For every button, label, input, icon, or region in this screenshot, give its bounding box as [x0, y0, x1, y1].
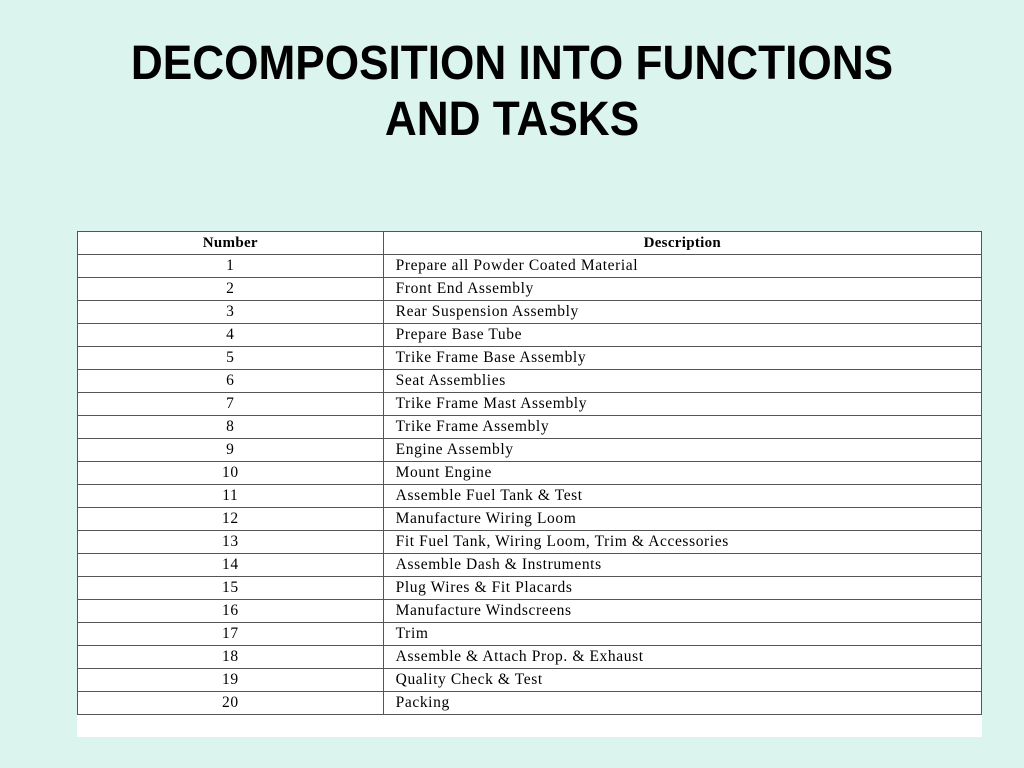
task-description: Manufacture Wiring Loom — [383, 508, 981, 531]
table-row — [78, 623, 982, 646]
task-description: Engine Assembly — [383, 439, 981, 462]
task-description: Plug Wires & Fit Placards — [383, 577, 981, 600]
task-description: Prepare all Powder Coated Material — [383, 255, 981, 278]
task-description: Prepare Base Tube — [383, 324, 981, 347]
table-header-row — [78, 232, 982, 255]
task-table-panel — [77, 231, 982, 737]
table-row — [78, 393, 982, 416]
task-number: 14 — [78, 554, 384, 577]
task-description: Front End Assembly — [383, 278, 981, 301]
table-row — [78, 324, 982, 347]
task-number: 7 — [78, 393, 384, 416]
task-description: Assemble & Attach Prop. & Exhaust — [383, 646, 981, 669]
task-number: 9 — [78, 439, 384, 462]
task-description: Assemble Dash & Instruments — [383, 554, 981, 577]
task-number: 16 — [78, 600, 384, 623]
task-description: Packing — [383, 692, 981, 715]
task-description: Trike Frame Mast Assembly — [383, 393, 981, 416]
task-description: Quality Check & Test — [383, 669, 981, 692]
task-number: 20 — [78, 692, 384, 715]
task-description: Trim — [383, 623, 981, 646]
column-header-number: Number — [78, 232, 384, 255]
task-description: Manufacture Windscreens — [383, 600, 981, 623]
table-row — [78, 439, 982, 462]
task-description: Assemble Fuel Tank & Test — [383, 485, 981, 508]
table-row — [78, 485, 982, 508]
task-description: Mount Engine — [383, 462, 981, 485]
table-row — [78, 692, 982, 715]
task-number: 10 — [78, 462, 384, 485]
task-description: Seat Assemblies — [383, 370, 981, 393]
task-number: 18 — [78, 646, 384, 669]
task-number: 11 — [78, 485, 384, 508]
task-number: 6 — [78, 370, 384, 393]
task-number: 2 — [78, 278, 384, 301]
task-number: 4 — [78, 324, 384, 347]
task-number: 1 — [78, 255, 384, 278]
task-number: 8 — [78, 416, 384, 439]
table-row — [78, 554, 982, 577]
table-row — [78, 462, 982, 485]
table-row — [78, 646, 982, 669]
slide-title-line-2: AND TASKS — [384, 93, 640, 146]
task-description: Trike Frame Base Assembly — [383, 347, 981, 370]
table-row — [78, 347, 982, 370]
task-table-body — [78, 255, 982, 715]
task-table — [77, 231, 982, 715]
column-header-description: Description — [383, 232, 981, 255]
task-description: Trike Frame Assembly — [383, 416, 981, 439]
task-description: Fit Fuel Tank, Wiring Loom, Trim & Accessories — [383, 531, 981, 554]
table-row — [78, 370, 982, 393]
task-number: 3 — [78, 301, 384, 324]
slide-title — [41, 36, 983, 148]
table-row — [78, 278, 982, 301]
task-number: 13 — [78, 531, 384, 554]
table-row — [78, 301, 982, 324]
table-row — [78, 416, 982, 439]
slide-title-line-1: DECOMPOSITION INTO FUNCTIONS — [130, 37, 894, 90]
task-number: 5 — [78, 347, 384, 370]
table-row — [78, 531, 982, 554]
table-row — [78, 577, 982, 600]
table-row — [78, 255, 982, 278]
task-number: 19 — [78, 669, 384, 692]
table-row — [78, 669, 982, 692]
table-row — [78, 600, 982, 623]
task-number: 15 — [78, 577, 384, 600]
task-description: Rear Suspension Assembly — [383, 301, 981, 324]
table-row — [78, 508, 982, 531]
task-number: 17 — [78, 623, 384, 646]
task-number: 12 — [78, 508, 384, 531]
